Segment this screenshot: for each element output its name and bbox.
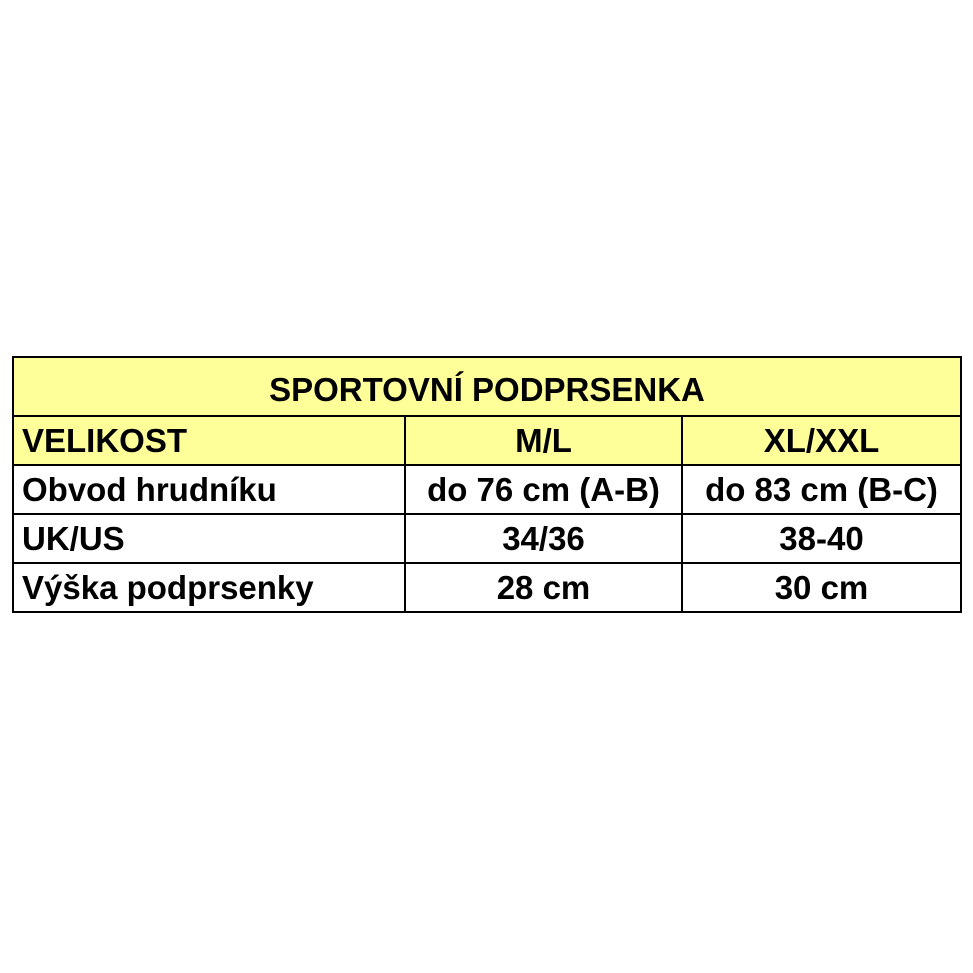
row-label-bra-height: Výška podprsenky — [13, 563, 405, 612]
cell-uk-us-ml: 34/36 — [405, 514, 682, 563]
row-label-uk-us: UK/US — [13, 514, 405, 563]
table-title: SPORTOVNÍ PODPRSENKA — [13, 357, 961, 416]
header-size-xl-xxl: XL/XXL — [682, 416, 961, 465]
cell-uk-us-xl-xxl: 38-40 — [682, 514, 961, 563]
header-label-size: VELIKOST — [13, 416, 405, 465]
table-row — [13, 563, 961, 612]
size-chart-table — [12, 356, 962, 613]
header-size-ml: M/L — [405, 416, 682, 465]
cell-chest-ml: do 76 cm (A-B) — [405, 465, 682, 514]
table-row — [13, 514, 961, 563]
table-title-row — [13, 357, 961, 416]
table-row — [13, 465, 961, 514]
cell-bra-height-ml: 28 cm — [405, 563, 682, 612]
table-header-row — [13, 416, 961, 465]
row-label-chest: Obvod hrudníku — [13, 465, 405, 514]
cell-chest-xl-xxl: do 83 cm (B-C) — [682, 465, 961, 514]
cell-bra-height-xl-xxl: 30 cm — [682, 563, 961, 612]
